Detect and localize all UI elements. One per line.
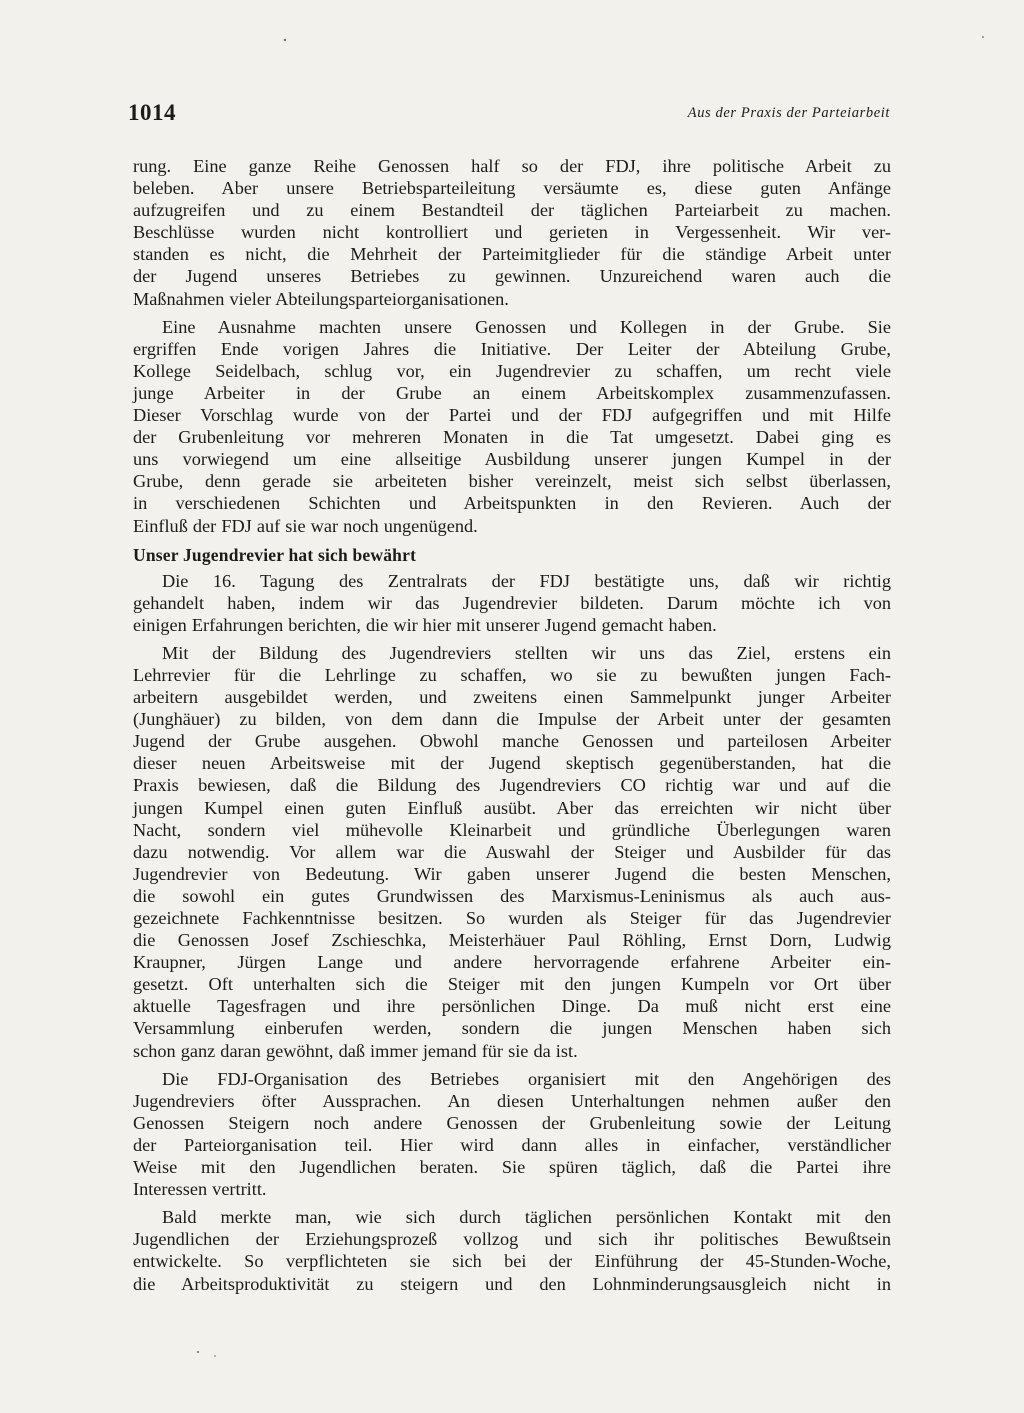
text-line: Beschlüsse wurden nicht kontrolliert und gerieten in Vergessenheit. Wir ver-	[133, 222, 891, 243]
text-line: der Parteiorganisation teil. Hier wird dann alles in einfacher, verständlicher	[133, 1134, 891, 1155]
text-line: Bald merkte man, wie sich durch täglichen persönlichen Kontakt mit den	[162, 1207, 891, 1228]
text-line: Weise mit den Jugendlichen beraten. Sie spüren täglich, daß die Partei ihre	[133, 1157, 891, 1178]
text-line: der Grubenleitung vor mehreren Monaten in die Tat umgesetzt. Dabei ging es	[133, 427, 891, 448]
section-heading: Unser Jugendrevier hat sich bewährt	[133, 544, 417, 565]
text-line: Maßnahmen vieler Abteilungsparteiorganisationen.	[133, 288, 509, 309]
text-line: Versammlung einberufen werden, sondern die jungen Menschen haben sich	[133, 1018, 891, 1039]
text-line: Jugend der Grube ausgehen. Obwohl manche Genossen und parteilosen Arbeiter	[133, 731, 891, 752]
text-line: jungen Kumpel einen guten Einfluß ausübt. Aber das erreichten wir nicht über	[133, 797, 891, 818]
text-line: Einfluß der FDJ auf sie war noch ungenügend.	[133, 515, 478, 536]
text-line: arbeitern ausgebildet werden, und zweitens einen Sammelpunkt junger Arbeiter	[133, 687, 891, 708]
text-line: Mit der Bildung des Jugendreviers stellten wir uns das Ziel, erstens ein	[162, 642, 891, 663]
page-header	[128, 100, 890, 130]
text-line: aufzugreifen und zu einem Bestandteil der täglichen Parteiarbeit zu machen.	[133, 200, 891, 221]
paragraphs-after-heading	[133, 570, 891, 1295]
text-line: beleben. Aber unsere Betriebsparteileitung versäumte es, diese guten Anfänge	[133, 178, 891, 199]
text-line: gesetzt. Oft unterhalten sich die Steiger mit den jungen Kumpeln vor Ort über	[133, 974, 891, 995]
text-line: Die FDJ-Organisation des Betriebes organisiert mit den Angehörigen des	[162, 1068, 891, 1089]
text-line: Kollege Seidelbach, schlug vor, ein Jugendrevier zu schaffen, um recht viele	[133, 360, 891, 381]
text-line: gezeichnete Fachkenntnisse besitzen. So wurden als Steiger für das Jugendrevier	[133, 908, 891, 928]
paragraph	[133, 570, 891, 636]
text-line: in verschiedenen Schichten und Arbeitspunkten in den Revieren. Auch der	[133, 493, 891, 514]
page-number: 1014	[128, 100, 176, 125]
text-line: aktuelle Tagesfragen und ihre persönlichen Dinge. Da muß nicht erst eine	[133, 996, 891, 1017]
text-line: Grube, denn gerade sie arbeiteten bisher vereinzelt, meist sich selbst überlassen,	[133, 471, 891, 492]
text-line: entwickelte. So verpflichteten sie sich bei der Einführung der 45-Stunden-Woche,	[133, 1251, 891, 1272]
text-line: Die 16. Tagung des Zentralrats der FDJ bestätigte uns, daß wir richtig	[162, 570, 891, 591]
text-line: uns vorwiegend um eine allseitige Ausbildung unserer jungen Kumpel in der	[133, 449, 891, 470]
text-line: (Junghäuer) zu bilden, von dem dann die Impulse der Arbeit unter der gesamten	[133, 709, 891, 730]
text-line: dieser neuen Arbeitsweise mit der Jugend skeptisch gegenüberstanden, hat die	[133, 753, 891, 774]
paragraph	[133, 642, 891, 1062]
text-line: Jugendreviers öfter Aussprachen. An diesen Unterhaltungen nehmen außer den	[133, 1090, 891, 1111]
text-line: der Jugend unseres Betriebes zu gewinnen. Unzureichend waren auch die	[133, 266, 891, 287]
text-line: Lehrrevier für die Lehrlinge zu schaffen, wo sie zu bewußten jungen Fach-	[133, 664, 891, 685]
text-line: schon ganz daran gewöhnt, daß immer jemand für sie da ist.	[133, 1040, 578, 1061]
paragraph	[133, 1206, 891, 1294]
paragraph	[133, 1068, 891, 1201]
running-head: Aus der Praxis der Parteiarbeit	[687, 105, 890, 121]
text-line: Interessen vertritt.	[133, 1179, 267, 1200]
paragraph	[133, 316, 891, 537]
text-line: einigen Erfahrungen berichten, die wir hier mit unserer Jugend gemacht haben.	[133, 614, 717, 635]
text-line: rung. Eine ganze Reihe Genossen half so der FDJ, ihre politische Arbeit zu	[133, 156, 891, 176]
text-line: Jugendlichen der Erziehungsprozeß vollzog und sich ihr politisches Bewußtsein	[133, 1229, 891, 1250]
text-line: die sowohl ein gutes Grundwissen des Marxismus-Leninismus als auch aus-	[133, 885, 891, 906]
text-line: junge Arbeiter in der Grube an einem Arbeitskomplex zusammenzufassen.	[133, 382, 891, 403]
text-line: die Arbeitsproduktivität zu steigern und den Lohnminderungsausgleich nicht in	[133, 1273, 891, 1294]
text-line: dazu notwendig. Vor allem war die Auswahl der Steiger und Ausbilder für das	[133, 841, 891, 862]
text-line: Jugendrevier von Bedeutung. Wir gaben unserer Jugend die besten Menschen,	[133, 863, 891, 884]
text-line: Praxis bewiesen, daß die Bildung des Jugendreviers CO richtig war und auf die	[133, 775, 891, 796]
paragraph	[133, 155, 891, 310]
text-line: gehandelt haben, indem wir das Jugendrevier bildeten. Darum möchte ich von	[133, 592, 891, 613]
text-line: ergriffen Ende vorigen Jahres die Initiative. Der Leiter der Abteilung Grube,	[133, 338, 891, 359]
text-line: Nacht, sondern viel mühevolle Kleinarbeit und gründliche Überlegungen waren	[133, 819, 891, 840]
text-line: Kraupner, Jürgen Lange und andere hervorragende erfahrene Arbeiter ein-	[133, 952, 891, 973]
paragraphs-before-heading	[133, 155, 891, 537]
text-line: Dieser Vorschlag wurde von der Partei und der FDJ aufgegriffen und mit Hilfe	[133, 405, 891, 426]
text-line: Eine Ausnahme machten unsere Genossen und Kollegen in der Grube. Sie	[162, 316, 891, 337]
text-line: Genossen Steigern noch andere Genossen der Grubenleitung sowie der Leitung	[133, 1112, 891, 1133]
text-line: standen es nicht, die Mehrheit der Parteimitglieder für die ständige Arbeit unter	[133, 244, 891, 265]
article-body	[133, 155, 891, 1301]
text-line: die Genossen Josef Zschieschka, Meisterhäuer Paul Röhling, Ernst Dorn, Ludwig	[133, 930, 891, 951]
